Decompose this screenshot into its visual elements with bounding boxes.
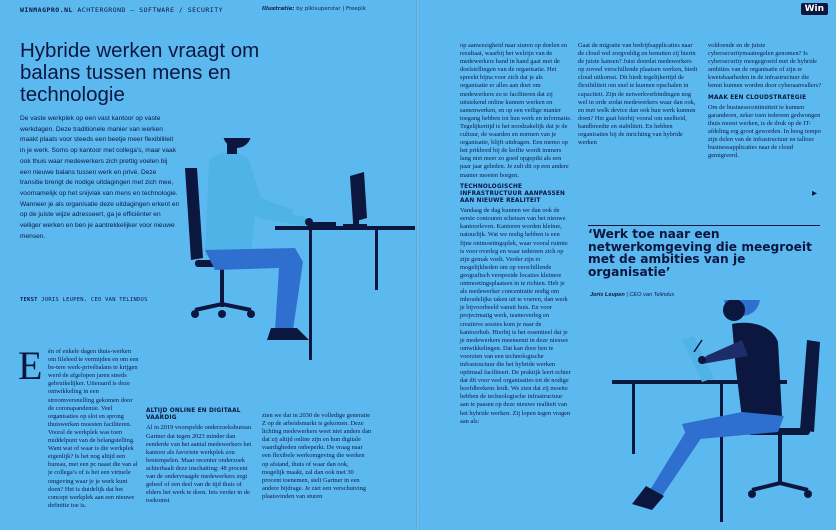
category-name: SOFTWARE / SECURITY	[139, 6, 224, 14]
monitor	[350, 172, 367, 222]
spine-gutter	[416, 0, 420, 530]
right-column-2-text: Gaat de migratie van bedrijfsapplicaties naar de cloud wel zorgvuldig en benutten zij hierin de juiste kansen? Juist doordat medewerkers op zoveel verschillende plaatsen werken, biedt cloud uitkomst. Dit biedt tegelijkertijd de flexibiliteit om snel te kunnen opschalen in capaciteit. Zijn de netwerkverbindingen nog wel in orde zodat medewerkers waar dan ook, en met welk device dan ook hun werk kunnen doen? Het gaat hierbij vooral om snelheid, bandbreedte en stabiliteit. En hebben organisaties bij de inrichting van hybride werken	[578, 42, 698, 147]
right-column-2	[578, 42, 698, 147]
man-shirt	[205, 153, 293, 257]
byline-label: TEKST	[20, 297, 38, 303]
woman-hand	[698, 356, 706, 364]
quote-name: Joris Leupen	[590, 292, 625, 298]
man-pants	[205, 248, 303, 330]
right-column-3-text: voldoende en de juiste cybersecuritymaatregelen genomen? Is cybersecurity meegegroeid met de hybride ambities van de organisatie of zijn er kwetsbaarheden in de infrastructuur die benut kunnen worden door cyberaanvallers?	[708, 42, 822, 90]
header-separator-2: –	[130, 6, 140, 14]
woman-top	[732, 323, 782, 418]
column-1-text: én of enkele dagen thuis-werken om fileleed te vermijden en om een be-tere werk-privébalans te krijgen werd de afgelopen jaren steeds gebruikelijker. Uiteraard is deze ontwikkeling in een stroomversnelling gekomen door de coronapandemie. Veel organisaties op slot en sprong thuiswerken moesten faciliteren. Vooral de werkplek was toen middelpunt van de belangstelling. Want wat of waar is die werkplek eigenlijk? Is het nog altijd een bureau, met een pc naast die van al je collega’s of is het een virtuele omgeving waar je je werk kunt doen? Het is duidelijk dat het concept werkplek aan een nieuwe definitie toe is.	[48, 348, 139, 509]
right-column-1-bottom-text: Vandaag de dag kunnen we dan ook de eerste contouren schetsen van het nieuwe kantoorleven. Kantoren worden kleiner, natuurlijk. Wat we nodig hebben is een fijne ontmoetingsplek, waar vooral ruimte is voor overleg en waar iedereen zich op zijn gemak voelt. Verder zijn er mogelijkheden om op verschillende geografisch verspreide locaties kleinere ontmoetingsplaatsen in te richten. Heb je als medewerker concentratie nodig om inhoudelijke taken uit te voeren, dan werk je bijvoorbeeld vanuit huis. En voor projectmatig werk, teamoverleg en creatieve sessies kom je naar de kantoorhub. Hierbij is het essentieel dat je je medewerkers meeneemt in deze nieuwe ontwikkelingen. Dat kan door hen te voorzien van een technologische infrastructuur die het hybride werken optimaal faciliteert. De praktijk leert echter dat dit voor veel organisaties tot de nodige hoofdbrekens leidt. We zien dat zij moeite hebben de technologische infrastructuur aan te passen op deze nieuwe realiteit van het hybride werken. Zij lopen tegen vragen aan als:	[460, 207, 571, 425]
man-shoe	[267, 328, 309, 340]
right-column-3-bottom-text: Om de businesscontinuïteit te kunnen garanderen, zeker toen iedereen gedwongen thuis moest werken, is de druk op de IT-afdeling erg groot geworden. In hoog tempo zijn delen van de infrastructuur en talloze businessapplicaties naar de cloud gemigreerd.	[708, 103, 821, 160]
subhead-infrastructuur: TECHNOLOGISCHE INFRASTRUCTUUR AANPASSEN AAN NIEUWE REALITEIT	[460, 183, 566, 204]
credit-source: Freepik	[346, 6, 366, 12]
column-2	[146, 404, 254, 505]
woman-leg	[650, 428, 704, 496]
chair-wheel-2	[804, 490, 812, 498]
man-hand	[305, 218, 313, 226]
column-3-text: zien we dat in 2030 de volledige generatie Z op de arbeidsmarkt is gekomen. Deze lichting medewerkers weet niet anders dan dat zij altijd online zijn en hun digitale vaardigheden onbeperkt. De vraag naar een flexibele werkomgeving die werken op afstand, thuis of waar dan ook, mogelijk maakt, zal dan ook met 30 procent toenemen, stelt Gartner in een andere bijdrage. Je ziet een verschuiving plaatsvinden van sturen	[262, 412, 372, 500]
right-column-1	[460, 42, 572, 426]
pull-quote: ‘Werk toe naar een netwerkomgeving die meegroeit met de ambities van je organisatie’	[588, 227, 812, 279]
chair-back	[800, 340, 820, 432]
chair-wheel-3	[218, 310, 226, 318]
man-at-desk-illustration	[175, 138, 415, 368]
monitor-base	[343, 224, 367, 227]
column-1-lead	[48, 348, 140, 510]
desk-leg-rear	[632, 384, 635, 454]
section-header	[20, 6, 223, 14]
chair-wheel-2	[247, 310, 255, 318]
byline-name: JORIS LEUPEN, CEO VAN TELINDUS	[41, 297, 148, 303]
subhead-altijd-online: ALTIJD ONLINE EN DIGITAAL VAARDIG	[146, 408, 241, 422]
desk-leg	[309, 230, 312, 360]
right-column-1-text: op aanwezigheid naar sturen op doelen en resultaat, waarbij het welzijn van de medewerkers hand in hand gaat met de doelstellingen van de organisatie. Het spreekt bijna voor zich dat je als organisatie er alles aan doet om medewerkers zo te faciliteren dat zij uitstekend online kunnen werken en samenwerken, en op een veilige manier toegang hebben tot hun werk en informatie. Tegelijkertijd is het noodzakelijk dat je de cultuur, de waarden en normen van je organisatie, blijft uitdragen. Een memo op het prikbord bij de koffie wordt immers lang niet meer zo goed opgepikt als een paar jaar geleden. Je zult dit op een andere manier moeten borgen.	[460, 42, 572, 179]
chair-wheel	[748, 490, 756, 498]
woman-at-desk-illustration	[602, 300, 832, 525]
quote-role: | CEO van Telindus	[626, 292, 675, 298]
chair-post	[220, 267, 224, 307]
quote-rule	[588, 225, 820, 226]
chair-back	[185, 168, 203, 260]
desk-leg	[720, 384, 723, 522]
chair-post	[778, 435, 782, 483]
subhead-cloudstrategie: MAAK EEN CLOUDSTRATEGIE	[708, 94, 807, 101]
magazine-logo: Win	[801, 3, 828, 15]
woman-head	[723, 300, 745, 321]
drop-cap: E	[18, 343, 43, 388]
publication-name: WINMAGPRO.NL	[20, 6, 73, 14]
illustration-credit	[262, 6, 366, 12]
pull-quote-attribution	[590, 292, 674, 298]
credit-by: by pikisuperstar	[296, 6, 341, 12]
article-byline	[20, 297, 148, 303]
chair-wheel	[191, 310, 199, 318]
credit-separator: |	[342, 6, 346, 12]
desk-leg-rear	[375, 230, 378, 290]
article-headline: Hybride werken vraagt om balans tussen mens en technologie	[20, 39, 260, 106]
column-3	[262, 412, 372, 501]
article-intro: De vaste werkplek op een vast kantoor op vaste werkdagen. Deze traditionele manier van werken maakt plaats voor steeds een beetje meer flexibiliteit in je werk. Soms op kantoor met collega’s, maar vaak ook thuis waar medewerkers zich prettig voelen bij een nieuwe balans tussen werk en privé. Deze transitie brengt de nodige uitdagingen met zich mee, voornamelijk op het snijvlak van mens en technologie. Wanneer je als organisatie deze uitdagingen erkent en op de juiste wijze adresseert, ga je efficiënter en veiliger werken en ben je aantrekkelijker voor nieuwe mensen.	[20, 115, 180, 240]
column-2-text: Al in 2019 voorspelde onderzoeksbureau Gartner dat tegen 2023 minder dan eenderde van het aantal medewerkers het kantoor als favoriete werkplek zou bestempelen. Maar recenter onderzoek achterhaalt deze inschatting: 48 procent van de ondervraagde medewerkers zegt geheel of een deel van de tijd thuis of elders het werk te doen. Iets verder in de toekomst	[146, 424, 252, 505]
right-column-3	[708, 42, 824, 160]
section-name: ACHTERGROND	[77, 6, 126, 14]
chair-base	[752, 483, 808, 490]
end-arrow-icon: ▸	[812, 188, 818, 199]
credit-label: Illustratie:	[262, 6, 295, 12]
